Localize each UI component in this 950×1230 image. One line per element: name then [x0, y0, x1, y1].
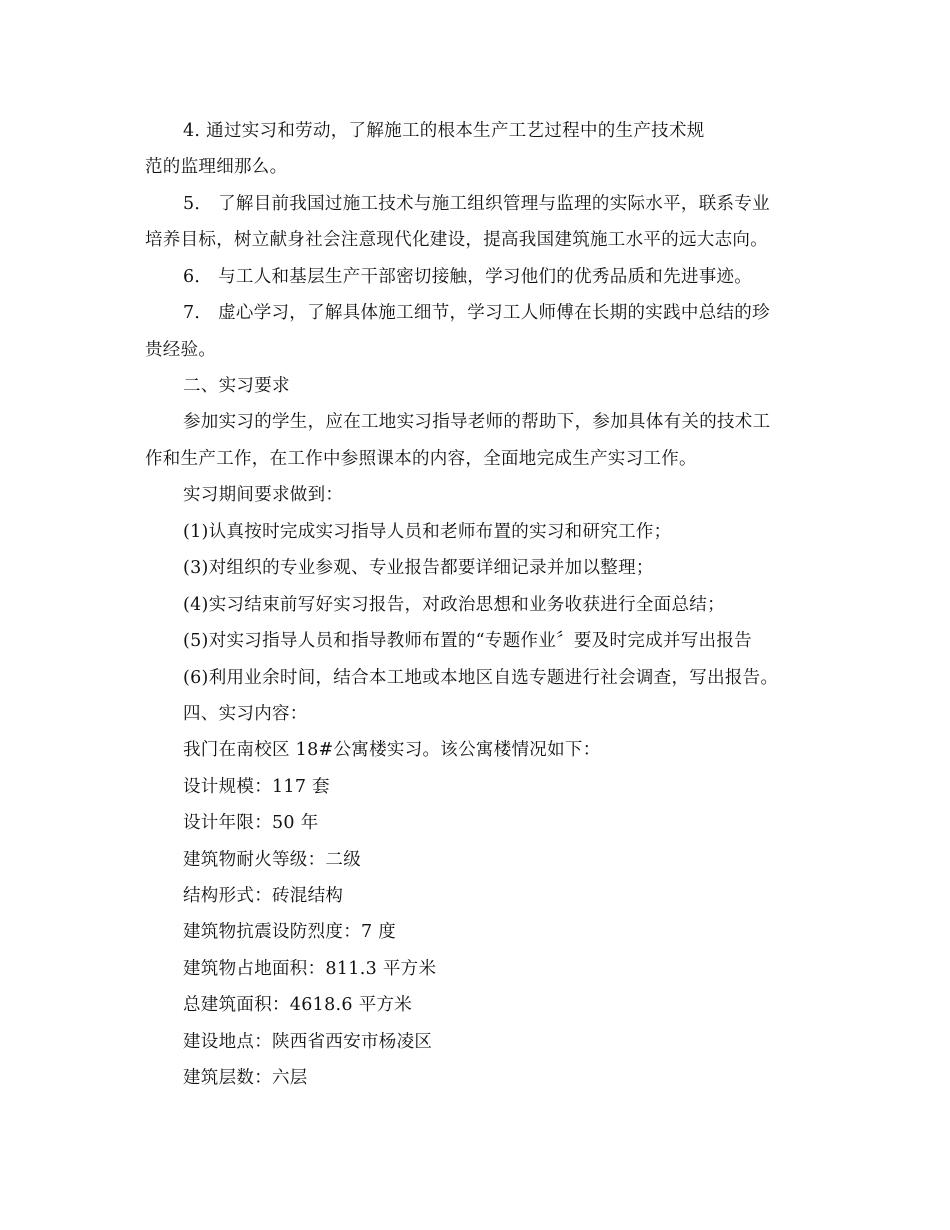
spec-design-life: 设计年限：50 年 — [183, 813, 319, 833]
spec-seismic-intensity: 建筑物抗震设防烈度：7 度 — [183, 922, 397, 942]
requirements-para-line-1: 参加实习的学生，应在工地实习指导老师的帮助下，参加具体有关的技术工 — [183, 412, 771, 432]
spec-floor-count: 建筑层数：六层 — [183, 1068, 308, 1088]
requirements-para-line-2: 作和生产工作，在工作中参照课本的内容，全面地完成生产实习工作。 — [145, 449, 697, 469]
objective-7-line-1: 7． 虚心学习，了解具体施工细节，学习工人师傅在长期的实践中总结的珍 — [183, 303, 770, 323]
objective-6-line: 6． 与工人和基层生产干部密切接触，学习他们的优秀品质和先进事迹。 — [183, 267, 753, 287]
section-heading-requirements: 二、实习要求 — [183, 376, 290, 396]
requirement-item-6: (6)利用业余时间，结合本工地或本地区自选专题进行社会调查，写出报告。 — [183, 668, 779, 688]
objective-5-line-1: 5． 了解目前我国过施工技术与施工组织管理与监理的实际水平，联系专业 — [183, 194, 770, 214]
objective-5-line-2: 培养目标，树立献身社会注意现代化建设，提高我国建筑施工水平的远大志向。 — [145, 230, 768, 250]
spec-structure-type: 结构形式：砖混结构 — [183, 886, 344, 906]
spec-location: 建设地点：陕西省西安市杨凌区 — [183, 1032, 433, 1052]
spec-total-floor-area: 总建筑面积：4618.6 平方米 — [183, 995, 413, 1015]
spec-fire-rating: 建筑物耐火等级：二级 — [183, 850, 361, 870]
objective-7-line-2: 贵经验。 — [145, 340, 217, 360]
requirement-item-3: (3)对组织的专业参观、专业报告都要详细记录并加以整理； — [183, 558, 654, 578]
objective-4-line-1: 4. 通过实习和劳动，了解施工的根本生产工艺过程中的生产技术规 — [183, 121, 705, 141]
requirements-intro: 实习期间要求做到： — [183, 485, 344, 505]
spec-footprint-area: 建筑物占地面积：811.3 平方米 — [183, 959, 437, 979]
spec-design-scale: 设计规模：117 套 — [183, 777, 330, 797]
section-heading-content: 四、实习内容： — [183, 704, 308, 724]
requirement-item-5: (5)对实习指导人员和指导教师布置的“专题作业〞要及时完成并写出报告 — [183, 631, 752, 651]
requirement-item-4: (4)实习结束前写好实习报告，对政治思想和业务收获进行全面总结； — [183, 595, 725, 615]
content-intro: 我门在南校区 18#公寓楼实习。该公寓楼情况如下： — [183, 740, 601, 760]
objective-4-line-2: 范的监理细那么。 — [145, 157, 288, 177]
requirement-item-1: (1)认真按时完成实习指导人员和老师布置的实习和研究工作； — [183, 522, 672, 542]
